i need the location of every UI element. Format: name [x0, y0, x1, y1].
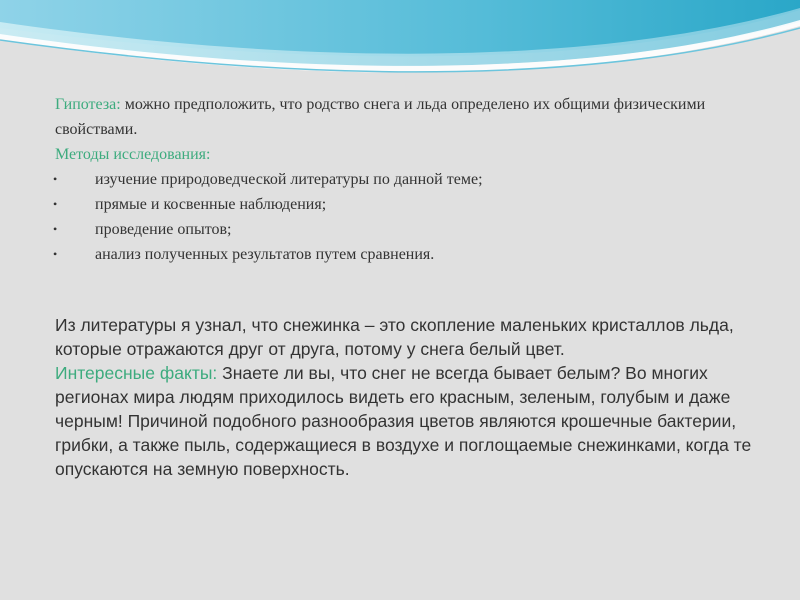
- list-item: • изучение природоведческой литературы по данной теме;: [55, 167, 775, 192]
- facts-label: Интересные факты:: [55, 363, 218, 383]
- hypothesis-text: можно предположить, что родство снега и льда определено их общими физическими свойствами.: [55, 96, 706, 138]
- facts-paragraph: [55, 361, 775, 481]
- slide-content: [55, 92, 775, 481]
- list-item: • анализ полученных результатов путем сравнения.: [55, 242, 775, 267]
- header-wave-decoration: [0, 0, 800, 90]
- methods-list: [55, 167, 775, 267]
- methods-title: Методы исследования:: [55, 146, 211, 163]
- hypothesis-label: Гипотеза:: [55, 96, 121, 113]
- facts-text: Знаете ли вы, что снег не всегда бывает белым? Во многих регионах мира людям приходилось видеть его красным, зеленым, голубым и даже черным! Причиной подобного разнообразия цветов являются крошечные бактерии, грибки, а также пыль, содержащиеся в воздухе и поглощаемые снежинками, когда те опускаются на земную поверхность.: [55, 363, 752, 479]
- facts-block: [55, 313, 775, 481]
- hypothesis-methods-block: [55, 92, 775, 267]
- literature-paragraph: Из литературы я узнал, что снежинка – это скопление маленьких кристаллов льда, которые отражаются друг от друга, потому у снега белый цвет.: [55, 315, 734, 359]
- list-item: • прямые и косвенные наблюдения;: [55, 192, 775, 217]
- list-item: • проведение опытов;: [55, 217, 775, 242]
- hypothesis-paragraph: [55, 92, 775, 142]
